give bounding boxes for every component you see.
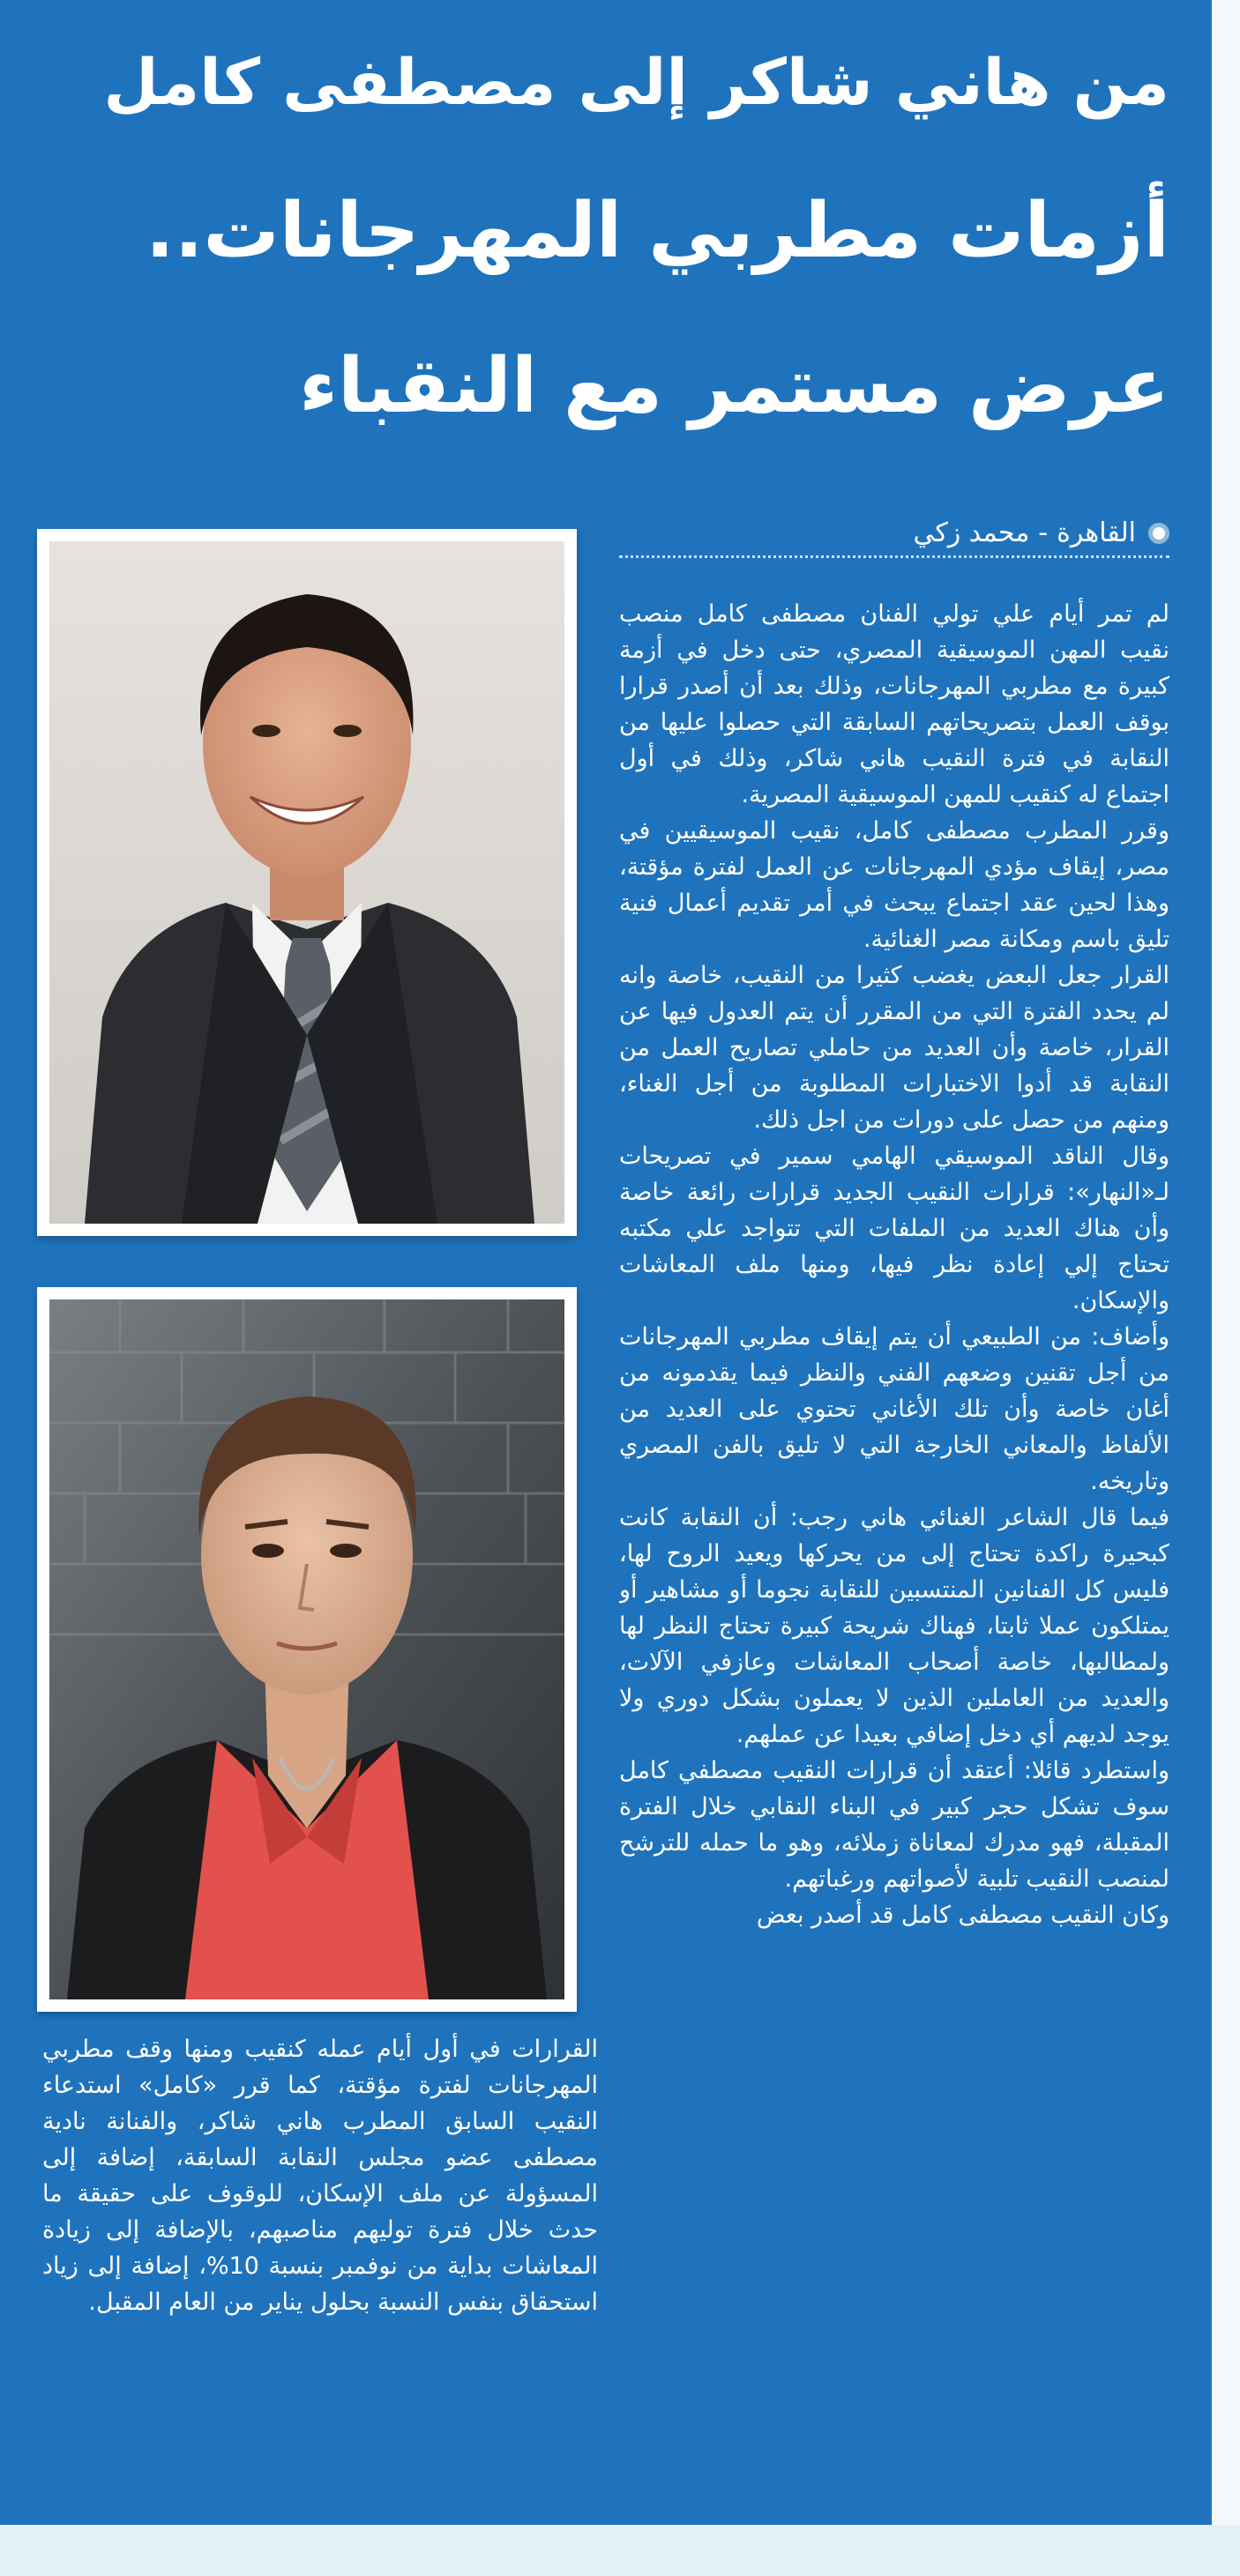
- article-paragraph: فيما قال الشاعر الغنائي هاني رجب: أن النقابة كانت كبحيرة راكدة تحتاج إلى من يحركها ويعيد الروح لها، فليس كل الفنانين المنتسبين للنقابة نجوما أو مشاهير أو يمتلكون عملا ثابتا، فهناك شريحة كبيرة تحتاج النظر لها ولمطالبها، خاصة أصحاب المعاشات وعازفي الآلات، والعديد من العاملين الذين لا يعملون بشكل دوري ولا يوجد لديهم أي دخل إضافي بعيدا عن عملهم.: [619, 1504, 1169, 1748]
- article-continuation-paragraph: القرارات في أول أيام عمله كنقيب ومنها وقف مطربي المهرجانات لفترة مؤقتة، كما قرر «كامل» استدعاء النقيب السابق المطرب هاني شاكر، والفنانة نادية مصطفى عضو مجلس النقابة السابقة، إضافة إلى المسؤولة عن ملف الإسكان، للوقوف على حقيقة ما حدث خلال فترة توليهم مناصبهم، بالإضافة إلى زيادة المعاشات بداية من نوفمبر بنسبة 10%، إضافة إلى زياد استحقاق بنفس النسبة بحلول يناير من العام المقبل.: [42, 2036, 598, 2316]
- article-continuation: [42, 2031, 598, 2490]
- article-paragraph: وقال الناقد الموسيقي الهامي سمير في تصريحات لـ«النهار»: قرارات النقيب الجديد قرارات رائعة خاصة وأن هناك العديد من الملفات التي تتواجد علي مكتبه تحتاج إلي إعادة نظر فيها، ومنها ملف المعاشات والإسكان.: [619, 1143, 1169, 1314]
- photo-portrait-1: [37, 529, 577, 1236]
- article-paragraph: واستطرد قائلا: أعتقد أن قرارات النقيب مصطفي كامل سوف تشكل حجر كبير في البناء النقابي خلال الفترة المقبلة، فهو مدرك لمعاناة زملائه، وهو ما حمله للترشح لمنصب النقيب تلبية لأصواتهم ورغباتهم.: [619, 1757, 1169, 1893]
- byline: [619, 513, 1169, 558]
- article-paragraph: وقرر المطرب مصطفى كامل، نقيب الموسيقيين في مصر، إيقاف مؤدي المهرجانات عن العمل لفترة مؤقتة، وهذا لحين عقد اجتماع يبحث في أمر تقديم أعمال فنية تليق باسم ومكانة مصر الغنائية.: [619, 817, 1169, 953]
- page-margin-strip: [1212, 0, 1240, 2576]
- article-paragraph: وأضاف: من الطبيعي أن يتم إيقاف مطربي المهرجانات من أجل تقنين وضعهم الفني والنظر فيما يقدمونه من أغان خاصة وأن تلك الأغاني تحتوي على العديد من الألفاظ والمعاني الخارجة التي لا تليق بالفن المصري وتاريخه.: [619, 1323, 1169, 1495]
- article-paragraph: وكان النقيب مصطفى كامل قد أصدر بعض: [756, 1902, 1169, 1929]
- article-paragraph: القرار جعل البعض يغضب كثيرا من النقيب، خاصة وانه لم يحدد الفترة التي من المقرر أن يتم العدول فيها عن القرار، خاصة وأن العديد من حاملي تصاريح العمل من النقابة قد أدوا الاختبارات المطلوبة من أجل الغناء، ومنهم من حصل على دورات من اجل ذلك.: [619, 962, 1169, 1134]
- article-kicker: من هاني شاكر إلى مصطفى كامل: [103, 45, 1169, 119]
- portrait-photo-icon: [49, 541, 564, 1224]
- article-headline-line2: عرض مستمر مع النقباء: [299, 342, 1169, 430]
- bullet-icon: [1148, 523, 1169, 544]
- article-paragraph: لم تمر أيام علي تولي الفنان مصطفى كامل منصب نقيب المهن الموسيقية المصري، حتى دخل في أزمة كبيرة مع مطربي المهرجانات، وذلك بعد أن أصدر قرارا بوقف العمل بتصريحاتهم السابقة التي حصلوا عليها من النقابة في فترة النقيب هاني شاكر، وذلك في أول اجتماع له كنقيب للمهن الموسيقية المصرية.: [619, 600, 1169, 808]
- byline-author: محمد زكي: [913, 517, 1030, 548]
- portrait-photo-icon: [49, 1299, 564, 1999]
- article-headline-line1: أزمات مطربي المهرجانات..: [146, 187, 1169, 275]
- article-body: [619, 596, 1169, 2500]
- byline-location: القاهرة: [1057, 517, 1136, 548]
- byline-separator: -: [1038, 517, 1049, 548]
- photo-portrait-2: [37, 1287, 577, 2012]
- page-bottom-strip: [0, 2525, 1240, 2576]
